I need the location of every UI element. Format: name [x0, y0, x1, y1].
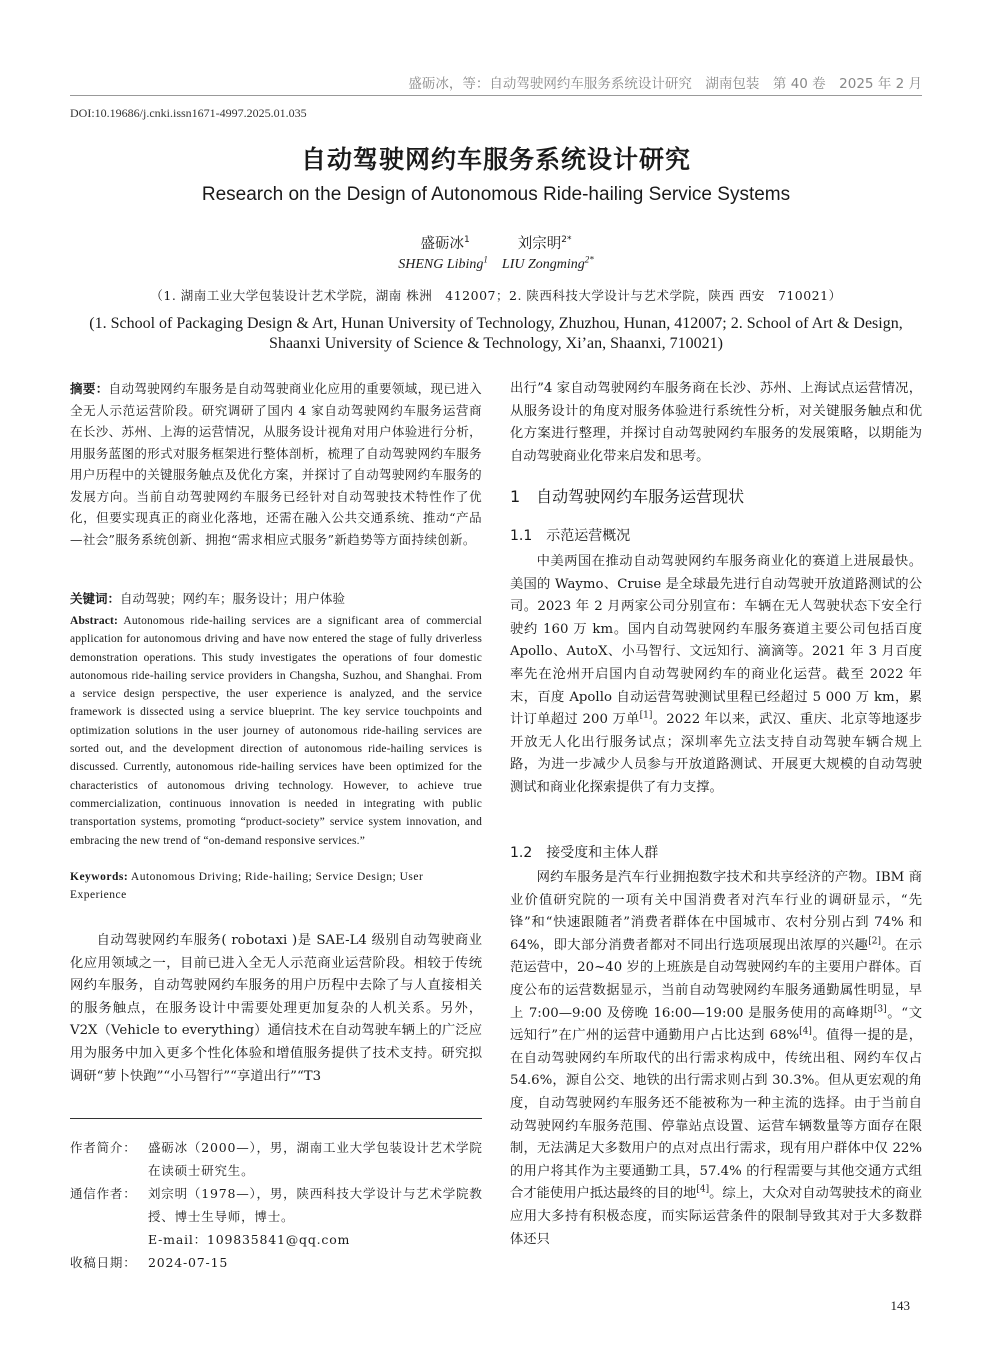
paragraph-1-2-text-a: 网约车服务是汽车行业拥抱数字技术和共享经济的产物。IBM 商业价值研究院的一项有关中国消费者对汽车行业的调研显示，“先锋”和“快速跟随者”消费者群体在中国城市、农村分别占到 74% 和 64%，即大部分消费者都对不同出行选项展现出浓厚的兴趣	[510, 870, 922, 953]
running-header: 盛砺冰，等：自动驾驶网约车服务系统设计研究 湖南包装 第 40 卷 2025 年 2 月	[408, 76, 922, 92]
author-2-sup: 2*	[561, 235, 572, 246]
author-1-sup-en: 1	[483, 254, 488, 265]
keywords-en-label: Keywords:	[70, 871, 129, 883]
affiliation-english: (1. School of Packaging Design & Art, Hunan University of Technology, Zhuzhou, Hunan, 412007; 2. School of Art & Design, Shaanxi University of Science & Technology, Xi’an, Shaanxi, 710021)	[89, 315, 903, 352]
paragraph-1-2	[510, 867, 922, 1251]
section-heading-1-2: 1.2 接受度和主体人群	[510, 845, 659, 861]
authors-english	[70, 254, 922, 273]
page-number: 143	[890, 1298, 910, 1313]
abstract-en-text: Autonomous ride-hailing services are a significant area of commercial application for autonomous driving and have now entered the stage of fully driverless demonstration operations. This study investigates the operations of four domestic autonomous ride-hailing service providers in Changsha, Suzhou, and Shanghai. From a service design perspective, the user experience is analyzed, and the service framework is dissected using a service blueprint. The key service touchpoints and optimization solutions in the user journey of autonomous ride-hailing services are sorted out, and the development direction of autonomous ride-hailing services is discussed. Currently, autonomous ride-hailing services have been optimized for the characteristics of autonomous driving technology. However, to achieve true commercialization, continuous innovation is needed in integrating with public transportation systems, promoting “product-society” service system innovation, and embracing the new trend of “on-demand responsive services.”	[70, 615, 482, 847]
email[interactable]: E-mail：109835841@qq.com	[148, 1232, 351, 1247]
received-date-text: 2024-07-15	[148, 1255, 229, 1270]
section-heading-1-1: 1.1 示范运营概况	[510, 528, 631, 544]
received-date	[70, 1251, 490, 1274]
abstract-chinese	[70, 378, 482, 550]
citation-3[interactable]: [3]	[873, 1004, 887, 1015]
author-bio	[70, 1136, 490, 1182]
citation-4b[interactable]: [4]	[696, 1184, 710, 1195]
keywords-en-text: Autonomous Driving; Ride-hailing; Service Design; User Experience	[70, 871, 424, 902]
author-bio-label: 作者简介：	[70, 1140, 137, 1155]
paragraph-1-2-text-e: 。综上，大众对自动驾驶技术的商业应用大多持有积极态度，而实际运营条件的限制导致其对于大多数群体还只	[510, 1186, 923, 1247]
author-2-name-en: LIU Zongming	[501, 257, 585, 272]
paragraph-1-1-text-a: 中美两国在推动自动驾驶网约车服务商业化的赛道上进展最快。美国的 Waymo、Cruise 是全球最先进行自动驾驶开放道路测试的公司。2023 年 2 月两家公司分别宣布：车辆在无人驾驶状态下安全行驶约 160 万 km。国内自动驾驶网约车服务赛道主要公司包括百度 Apollo、AutoX、小马智行、文远知行、滴滴等。2021 年 3 月百度率先在沧州开启国内自动驾驶网约车的商业化运营。截至 2022 年末，百度 Apollo 自动运营驾驶测试里程已经超过 5 000 万 km，累计订单超过 200 万单	[510, 554, 922, 728]
citation-2[interactable]: [2]	[868, 936, 881, 947]
authors-chinese	[70, 232, 922, 253]
keywords-cn-text: 自动驾驶；网约车；服务设计；用户体验	[120, 591, 346, 606]
abstract-en-label: Abstract:	[70, 615, 118, 627]
paragraph-1-2-text-c: 。“文远知行”在广州的运营中通勤用户占比达到 68%	[510, 1005, 922, 1044]
intro-paragraph-right: 出行”4 家自动驾驶网约车服务商在长沙、苏州、上海试点运营情况，从服务设计的角度对服务体验进行系统性分析，对关键服务触点和优化方案进行整理，并探讨自动驾驶网约车服务的发展策略，以期能为自动驾驶商业化带来启发和思考。	[510, 381, 922, 464]
paragraph-1-1	[510, 551, 922, 800]
citation-4[interactable]: [4]	[799, 1026, 812, 1037]
paragraph-1-2-text-d: 。值得一提的是，在自动驾驶网约车所取代的出行需求构成中，传统出租、网约车仅占 54.6%，源自公交、地铁的出行需求则占到 30.3%。但从更宏观的角度，自动驾驶网约车服务还不能被称为一种主流的选择。由于当前自动驾驶网约车服务范围、停靠站点设置、运营车辆数量等方面存在限制，无法满足大多数用户的点对点出行需求，现有用户群体中仅 22% 的用户将其作为主要通勤工具，57.4% 的行程需要与其他交通方式组合才能使用户抵达最终的目的地	[510, 1028, 922, 1202]
abstract-cn-label: 摘要：	[70, 381, 109, 396]
author-2-name: 刘宗明	[517, 236, 562, 252]
citation-1[interactable]: [1]	[639, 710, 653, 721]
abstract-cn-text: 自动驾驶网约车服务是自动驾驶商业化应用的重要领域，现已进入全无人示范运营阶段。研究调研了国内 4 家自动驾驶网约车服务运营商在长沙、苏州、上海的运营情况，从服务设计视角对用户体验进行分析，用服务蓝图的形式对服务框架进行整体剖析，梳理了自动驾驶网约车服务用户历程中的关键服务触点及优化方案，并探讨了自动驾驶网约车服务的发展方向。当前自动驾驶网约车服务已经针对自动驾驶技术特性作了优化，但要实现真正的商业化落地，还需在融入公共交通系统、推动“产品—社会”服务系统创新、拥抱“需求相应式服务”新趋势等方面持续创新。	[70, 381, 482, 547]
abstract-english	[70, 612, 482, 850]
corresponding-label: 通信作者：	[70, 1186, 137, 1201]
author-1-name-en: SHENG Libing	[398, 257, 484, 272]
footnotes	[70, 1136, 490, 1274]
paragraph-1-1-text-b: 。2022 年以来，武汉、重庆、北京等地逐步开放无人化出行服务试点；深圳率先立法支持自动驾驶车辆合规上路，为进一步减少人员参与开放道路测试、开展更大规模的自动驾驶测试和商业化探索提供了有力支撑。	[510, 712, 922, 795]
header-rule	[70, 95, 922, 96]
doi[interactable]: DOI:10.19686/j.cnki.issn1671-4997.2025.01.035	[70, 106, 307, 120]
author-1-sup: 1	[464, 235, 470, 246]
author-bio-text: 盛砺冰（2000—），男，湖南工业大学包装设计艺术学院在读硕士研究生。	[148, 1140, 483, 1178]
title-chinese: 自动驾驶网约车服务系统设计研究	[300, 145, 691, 174]
title-english: Research on the Design of Autonomous Ride-hailing Service Systems	[201, 184, 791, 205]
paragraph-1-2-text-b: 。在示范运营中，20~40 岁的上班族是自动驾驶网约车的主要用户群体。百度公布的运营数据显示，当前自动驾驶网约车服务通勤属性明显，早上 7:00—9:00 及傍晚 16:00—19:00 是服务使用的高峰期	[510, 937, 923, 1021]
keywords-cn-label: 关键词：	[70, 591, 121, 606]
received-date-label: 收稿日期：	[70, 1255, 137, 1270]
footnote-rule	[70, 1118, 482, 1119]
author-1-name: 盛砺冰	[420, 236, 465, 252]
section-heading-1: 1 自动驾驶网约车服务运营现状	[510, 487, 745, 506]
keywords-chinese	[70, 588, 482, 609]
affiliation-chinese: （1. 湖南工业大学包装设计艺术学院，湖南 株洲 412007；2. 陕西科技大学设计与艺术学院，陕西 西安 710021）	[150, 288, 842, 303]
intro-paragraph-left: 自动驾驶网约车服务( robotaxi )是 SAE-L4 级别自动驾驶商业化应用领域之一，目前已进入全无人示范商业运营阶段。相较于传统网约车服务，自动驾驶网约车服务的用户历程中去除了与人直接相关的服务触点，在服务设计中需要处理更加复杂的人机关系。另外，V2X（Vehicle to everything）通信技术在自动驾驶车辆上的广泛应用为服务中加入更多个性化体验和增值服务提供了技术支持。研究拟调研“萝卜快跑”“小马智行”“享道出行”“T3	[70, 933, 482, 1084]
author-2-sup-en: 2*	[584, 254, 594, 265]
keywords-english	[70, 868, 482, 905]
corresponding-author	[70, 1182, 490, 1228]
corresponding-text: 刘宗明（1978—），男，陕西科技大学设计与艺术学院教授、博士生导师，博士。	[148, 1186, 483, 1224]
